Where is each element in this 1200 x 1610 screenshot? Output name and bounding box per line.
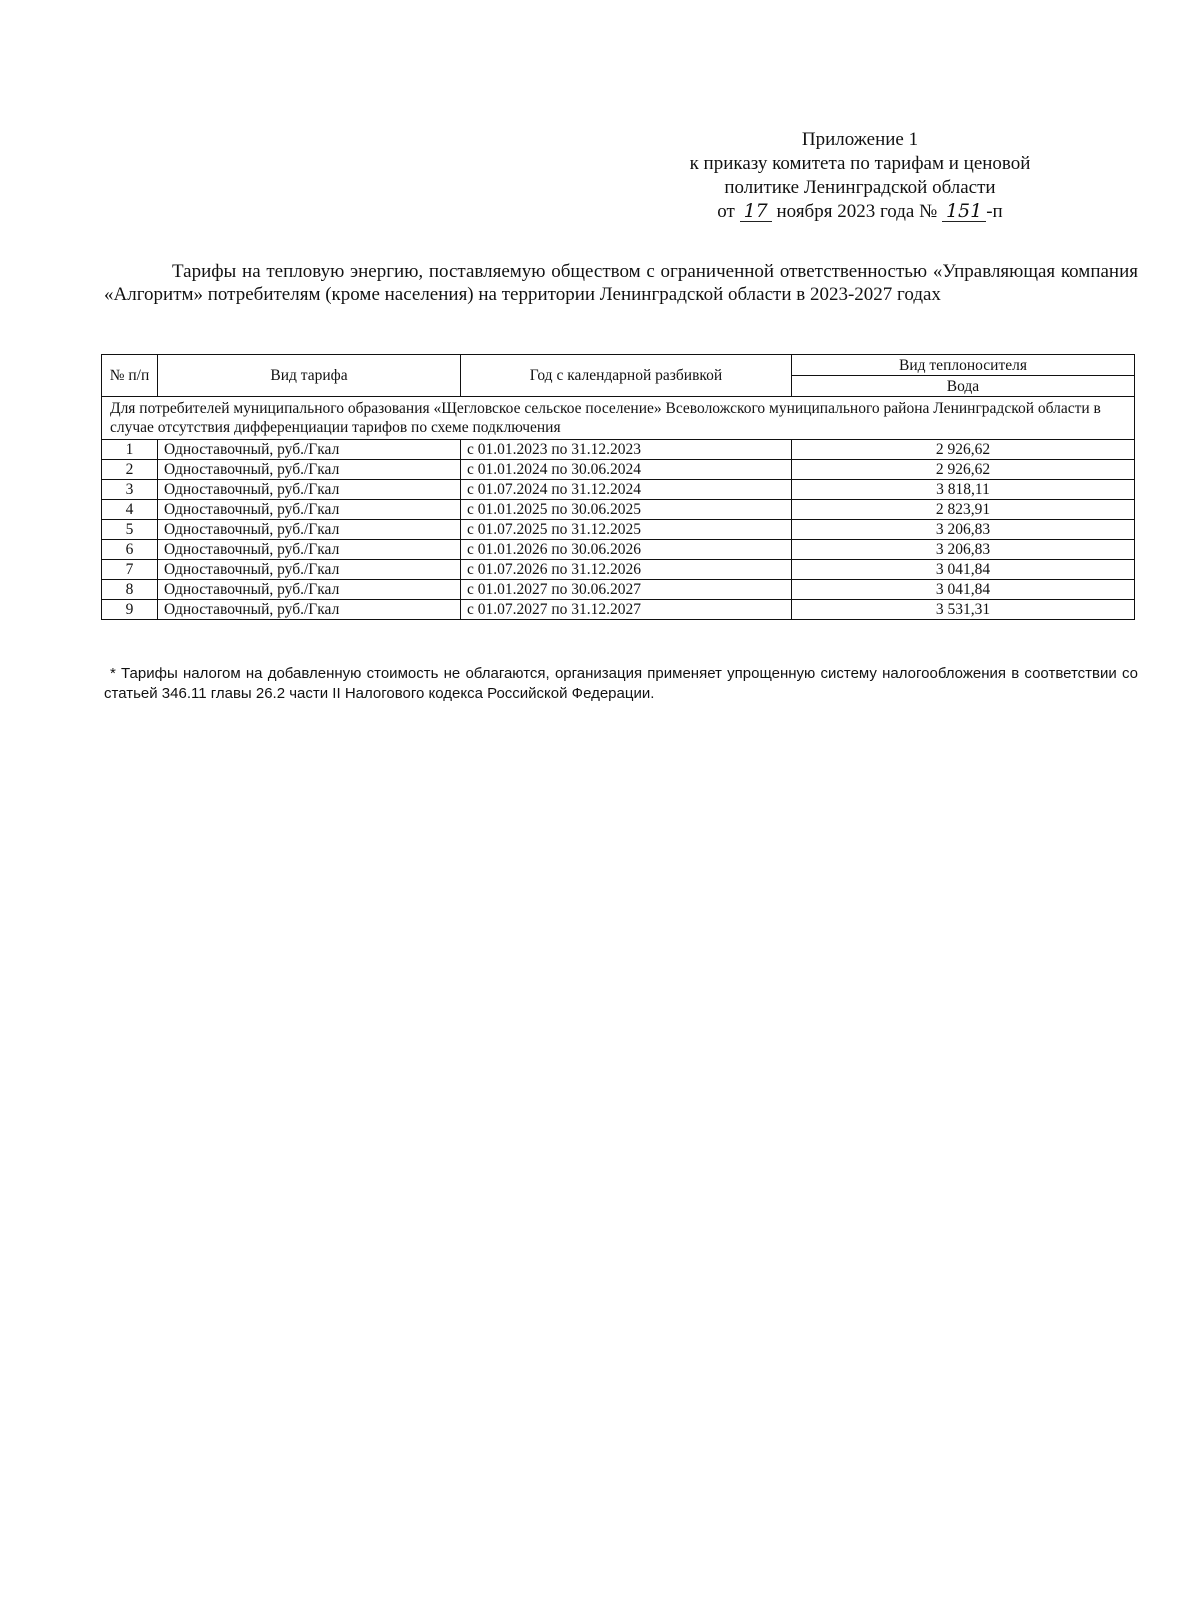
- group-row: [102, 397, 1135, 440]
- table-row: [102, 520, 1135, 540]
- row-value: 2 926,62: [792, 460, 1135, 480]
- table-row: [102, 600, 1135, 620]
- document-header: [600, 128, 1120, 224]
- row-tariff-type: Одноставочный, руб./Гкал: [158, 500, 461, 520]
- row-num: 6: [102, 540, 158, 560]
- header-carrier-water: Вода: [792, 376, 1135, 397]
- row-num: 2: [102, 460, 158, 480]
- appendix-label: Приложение 1: [801, 129, 919, 150]
- row-value: 3 041,84: [792, 580, 1135, 600]
- header-period: Год с календарной разбивкой: [461, 355, 792, 397]
- order-reference-line: к приказу комитета по тарифам и ценовой: [689, 153, 1031, 174]
- row-tariff-type: Одноставочный, руб./Гкал: [158, 540, 461, 560]
- header-num: № п/п: [102, 355, 158, 397]
- row-tariff-type: Одноставочный, руб./Гкал: [158, 440, 461, 460]
- document-title: Тарифы на тепловую энергию, поставляемую обществом с ограниченной ответственностью «Управляющая компания «Алгоритм» потребителям (кроме населения) на территории Ленинградской области в 2023-2027 годах: [104, 261, 1138, 305]
- table-header-row: [102, 355, 1135, 376]
- handwritten-order-number: 151: [942, 201, 986, 222]
- table-row: [102, 580, 1135, 600]
- row-period: с 01.01.2027 по 30.06.2027: [461, 580, 792, 600]
- table-row: [102, 480, 1135, 500]
- row-period: с 01.01.2023 по 31.12.2023: [461, 440, 792, 460]
- committee-line: политике Ленинградской области: [724, 177, 996, 198]
- row-value: 2 926,62: [792, 440, 1135, 460]
- row-value: 3 206,83: [792, 520, 1135, 540]
- row-num: 3: [102, 480, 158, 500]
- row-period: с 01.01.2025 по 30.06.2025: [461, 500, 792, 520]
- row-period: с 01.07.2026 по 31.12.2026: [461, 560, 792, 580]
- order-suffix: -п: [986, 201, 1003, 222]
- table-row: [102, 540, 1135, 560]
- row-num: 8: [102, 580, 158, 600]
- row-tariff-type: Одноставочный, руб./Гкал: [158, 480, 461, 500]
- table-row: [102, 440, 1135, 460]
- date-rest: ноября 2023 года №: [776, 201, 938, 222]
- row-tariff-type: Одноставочный, руб./Гкал: [158, 580, 461, 600]
- row-value: 3 041,84: [792, 560, 1135, 580]
- table-row: [102, 460, 1135, 480]
- row-value: 2 823,91: [792, 500, 1135, 520]
- header-tariff-type: Вид тарифа: [158, 355, 461, 397]
- header-carrier: Вид теплоносителя: [792, 355, 1135, 376]
- row-tariff-type: Одноставочный, руб./Гкал: [158, 520, 461, 540]
- row-period: с 01.01.2024 по 30.06.2024: [461, 460, 792, 480]
- row-tariff-type: Одноставочный, руб./Гкал: [158, 460, 461, 480]
- row-num: 4: [102, 500, 158, 520]
- tariff-table: [101, 354, 1135, 620]
- date-prefix: от: [717, 201, 735, 222]
- row-num: 1: [102, 440, 158, 460]
- table-row: [102, 560, 1135, 580]
- row-num: 5: [102, 520, 158, 540]
- order-date-line: [600, 200, 1120, 224]
- row-num: 7: [102, 560, 158, 580]
- row-tariff-type: Одноставочный, руб./Гкал: [158, 560, 461, 580]
- table-row: [102, 500, 1135, 520]
- tax-footnote: * Тарифы налогом на добавленную стоимость не облагаются, организация применяет упрощенную систему налогообложения в соответствии со статьей 346.11 главы 26.2 части II Налогового кодекса Российской Федерации.: [104, 665, 1138, 702]
- row-value: 3 531,31: [792, 600, 1135, 620]
- row-period: с 01.01.2026 по 30.06.2026: [461, 540, 792, 560]
- row-value: 3 206,83: [792, 540, 1135, 560]
- handwritten-day: 17: [740, 201, 772, 222]
- row-period: с 01.07.2024 по 31.12.2024: [461, 480, 792, 500]
- row-tariff-type: Одноставочный, руб./Гкал: [158, 600, 461, 620]
- row-num: 9: [102, 600, 158, 620]
- row-period: с 01.07.2025 по 31.12.2025: [461, 520, 792, 540]
- group-title: Для потребителей муниципального образования «Щегловское сельское поселение» Всеволожского муниципального района Ленинградской области в случае отсутствия дифференциации тарифов по схеме подключения: [102, 397, 1135, 440]
- row-value: 3 818,11: [792, 480, 1135, 500]
- row-period: с 01.07.2027 по 31.12.2027: [461, 600, 792, 620]
